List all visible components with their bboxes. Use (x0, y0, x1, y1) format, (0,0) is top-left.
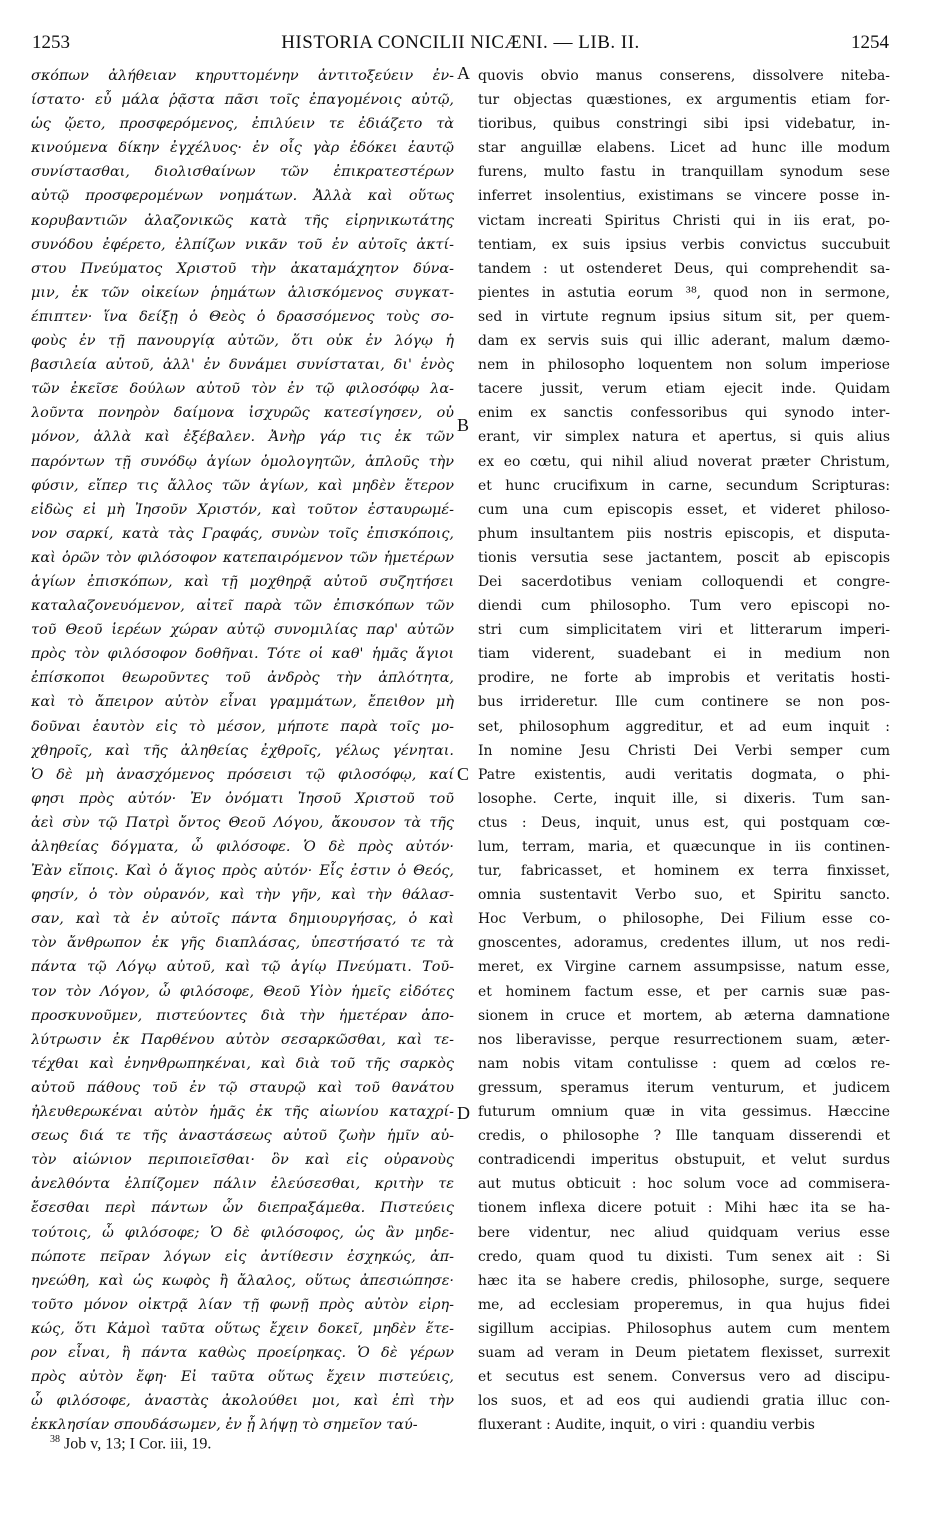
greek-text-line: έπιπτεν· ἵνα δείξῃ ὁ Θεὸς ὁ δρασσόμενος τοὺς σο- (31, 308, 454, 325)
latin-text-line: ex eo cœtu, qui nihil aliud noverat præter Christum, (478, 453, 890, 470)
section-marker-a: A (457, 63, 470, 83)
greek-text-line: καὶ τὸ ἄπειρον αὐτὸν εἶναι γραμμάτων, ἔπειθον μὴ (31, 694, 454, 711)
greek-text-line: χθηροῖς, καὶ τῆς ἀληθείας ἐχθροῖς, γέλως γένηται. (31, 742, 454, 759)
latin-text-line: sigillum accipias. Philosophus autem cum mentem (478, 1320, 890, 1337)
latin-column (478, 64, 890, 1437)
latin-text-line: contradicendi imperitus obstupuit, et velut surdus (478, 1152, 890, 1169)
greek-text-line: μιν, ἐκ τῶν οἰκείων ῥημάτων ἁλισκόμενος συγκατ- (31, 284, 454, 301)
greek-text-line: ἁγίων ἐπισκόπων, καὶ τῇ μοχθηρᾷ αὐτοῦ συζητήσει (31, 573, 454, 590)
latin-text-line: tur, fabricasset, et hominem ex terra finxisset, (478, 863, 890, 880)
greek-text-line: ὡς ᾤετο, προσφερόμενος, ἐπιλύειν τε ἐδιάζετο τὰ (31, 116, 454, 133)
latin-text-line: enim ex sanctis confessoribus qui synodo inter- (478, 405, 890, 422)
latin-text-line: set, philosophum aggreditur, et ad eum inquit : (478, 718, 890, 735)
greek-text-line: λοῦντα πονηρὸν δαίμονα ἰσχυρῶς κατεσίγησεν, οὐ (31, 405, 454, 422)
greek-text-line: ὦ φιλόσοφε, ἀναστὰς ἀκολούθει μοι, καὶ ἐπὶ τὴν (31, 1393, 454, 1410)
latin-text-line: futurum omnium quæ in vita gessimus. Hæccine (478, 1104, 890, 1121)
latin-text-line: tacere jussit, verum etiam ejecit inde. Quidam (478, 381, 890, 398)
greek-text-line: παρόντων τῇ συνόδῳ ἁγίων ὁμολογητῶν, ἁπλοῦς τὴν (31, 453, 454, 470)
greek-text-line: ἀληθείας δόγματα, ὦ φιλόσοφε. Ὁ δὲ πρὸς αὐτόν· (31, 839, 454, 855)
latin-text-line: et secutus est senem. Conversus vero ad discipu- (478, 1369, 890, 1386)
greek-text-line: τοῦ Θεοῦ ἱερέων χώραν αὐτῷ συνομιλίας παρ' αὐτῶν (31, 622, 454, 639)
footnote (50, 1434, 211, 1453)
greek-text-line: φοὺς ἐν τῇ πανουργίᾳ αὐτῶν, ὅτι οὐκ ἐν λόγῳ ἡ (31, 333, 454, 350)
greek-text-line: μόνον, ἀλλὰ καὶ ἐξέβαλεν. Ἀνὴρ γάρ τις ἐκ τῶν (31, 429, 454, 446)
greek-text-line: κώς, ὅτι Κἀμοὶ ταῦτα οὕτως ἔχειν δοκεῖ, μηδὲν ἕτε- (31, 1320, 454, 1337)
latin-text-line: gnoscentes, adoramus, credentes illum, ut nos redi- (478, 935, 890, 952)
latin-text-line: losophe. Certe, inquit ille, si dixeris. Tum san- (478, 790, 890, 807)
greek-text-line: τὸν αἰώνιον περιποιεῖσθαι· ὃν καὶ εἰς οὐρανοὺς (31, 1152, 454, 1169)
greek-text-line: συνίστασθαι, διολισθαίνων τῶν ἐπικρατεστέρων (31, 164, 454, 181)
footnote-text: Job v, 13; I Cor. iii, 19. (64, 1435, 212, 1453)
right-page-number: 1254 (851, 32, 889, 53)
latin-text-line: phum insultantem piis nostris episcopis, et disputa- (478, 525, 890, 542)
latin-text-line: hæc ita se habere credis, philosophe, surge, sequere (478, 1272, 890, 1289)
latin-text-line: pientes in astutia eorum ³⁸, quod non in sermone, (478, 284, 890, 301)
latin-text-line: Patre existentis, audi veritatis dogmata, o phi- (478, 766, 890, 783)
latin-text-line: tur objectas quæstiones, ex argumentis etiam for- (478, 92, 890, 109)
latin-text-line: suam ad veram in Deum pietatem flexisset, surrexit (478, 1344, 890, 1361)
latin-text-line: credis, o philosophe ? Ille tanquam disserendi et (478, 1128, 890, 1145)
latin-text-line: victam increati Spiritus Christi qui in iis erat, po- (478, 212, 890, 229)
greek-text-line: τὸν ἄνθρωπον ἐκ γῆς διαπλάσας, ὑπεστήσατό τε τὰ (31, 935, 454, 952)
greek-text-line: νον σαρκί, κατὰ τὰς Γραφάς, συνὼν τοῖς ἐπισκόποις, (31, 525, 454, 542)
running-header (32, 32, 889, 54)
latin-text-line: dam ex servis suis qui illic aderant, malum dæmo- (478, 333, 890, 350)
latin-text-line: furens, multo fastu in tranquillam synodum sese (478, 164, 890, 181)
section-marker-b: B (457, 415, 470, 435)
latin-text-line: sionem in cruce et mortem, ab æterna damnatione (478, 1007, 890, 1024)
latin-text-line: omnia sustentavit Verbo suo, et Spiritu sancto. (478, 887, 890, 904)
latin-text-line: me, ad ecclesiam properemus, in qua hujus fidei (478, 1296, 890, 1313)
greek-text-line: λύτρωσιν ἐκ Παρθένου αὐτὸν σεσαρκῶσθαι, καὶ τε- (31, 1031, 454, 1048)
greek-text-line: πάντα τῷ Λόγῳ αὐτοῦ, καὶ τῷ ἁγίῳ Πνεύματι. Τοῦ- (31, 959, 454, 976)
greek-text-line: Ὁ δὲ μὴ ἀνασχόμενος πρόσεισι τῷ φιλοσόφῳ, καί (31, 766, 454, 783)
greek-text-line: ρον εἶναι, ἢ πάντα καθὼς προείρηκας. Ὁ δὲ γέρων (31, 1344, 454, 1361)
latin-text-line: prodire, ne forte ab improbis et veritatis hosti- (478, 670, 890, 687)
greek-text-line: κινούμενα δίκην ἐγχέλυος· ἐν οἷς γὰρ ἐδόκει ἑαυτῷ (31, 140, 454, 157)
greek-text-line: φύσιν, εἴπερ τις ἄλλος τῶν ἁγίων, καὶ μηδὲν ἕτερον (31, 477, 454, 494)
greek-text-line: Ἐὰν εἴποις. Καὶ ὁ ἅγιος πρὸς αὐτόν· Εἷς ἐστιν ὁ Θεός, (31, 863, 454, 880)
latin-text-line: bus irrideretur. Ille cum continere se non pos- (478, 694, 890, 711)
latin-text-line: tionem inflexa dicere potuit : Mihi hæc ita se ha- (478, 1200, 890, 1217)
latin-text-line: tionis versutia sese jactantem, poscit ab episcopis (478, 549, 890, 566)
greek-text-line: δοῦναι ἑαυτὸν εἰς τὸ μέσον, μήποτε παρὰ τοῖς μο- (31, 718, 454, 735)
greek-text-line: συνόδου ἐφέρετο, ἐλπίζων νικᾶν τοῦ ἐν αὐτοῖς ἀκτί- (31, 236, 454, 253)
greek-text-line: σαν, καὶ τὰ ἐν αὐτοῖς πάντα δημιουργήσας, ὁ καὶ (31, 911, 454, 928)
latin-text-line: nem in philosopho loquentem non solum imperiose (478, 357, 890, 374)
greek-text-line: πρὸς τὸν φιλόσοφον δοθῆναι. Τότε οἱ καθ' ἡμᾶς ἅγιοι (31, 646, 454, 663)
latin-text-line: diendi cum philosopho. Tum vero episcopi no- (478, 598, 890, 615)
greek-text-line: καταλαζονευόμενον, αἰτεῖ παρὰ τῶν ἐπισκόπων τῶν (31, 598, 454, 615)
greek-text-line: ἐκκλησίαν σπουδάσωμεν, ἐν ᾗ λήψῃ τὸ σημεῖον ταύ- (31, 1417, 418, 1434)
greek-text-line: τῶν ἐκεῖσε δούλων αὐτοῦ τὸν ἐν τῷ φιλοσόφῳ λα- (31, 381, 454, 398)
latin-text-line: tentiam, ex suis ipsius verbis convictus succubuit (478, 236, 890, 253)
greek-text-line: ἀεὶ σὺν τῷ Πατρὶ ὄντος Θεοῦ Λόγου, ἄκουσον τὰ τῆς (31, 814, 454, 831)
latin-text-line: aut mutus obticuit : hoc solum voce ad commisera- (478, 1176, 890, 1193)
greek-text-line: αὐτῷ προσφερομένων νοημάτων. Ἀλλὰ καὶ οὕτως (31, 188, 454, 205)
latin-text-line: gressum, speramus iterum venturum, et judicem (478, 1079, 890, 1096)
latin-text-line: tioribus, quibus constringi sibi ipsi videbatur, in- (478, 116, 890, 133)
greek-text-line: προσκυνοῦμεν, πιστεύοντες διὰ τὴν ἡμετέραν ἀπο- (31, 1007, 454, 1024)
greek-text-line: εἰδὼς εἰ μὴ Ἰησοῦν Χριστόν, καὶ τοῦτον ἐσταυρωμέ- (31, 501, 454, 518)
greek-text-line: τοῦτο μόνον οἰκτρᾷ λίαν τῇ φωνῇ πρὸς αὐτὸν εἰρη- (31, 1296, 454, 1313)
latin-text-line: credo, quam quod tu dixisti. Tum senex ait : Si (478, 1248, 890, 1265)
greek-text-line: καὶ ὁρῶν τὸν φιλόσοφον κατεπαιρόμενον τῶν ἡμετέρων (31, 549, 454, 566)
latin-text-line: cum una cum episcopis esset, et videret philoso- (478, 501, 890, 518)
latin-text-line: los suos, et ad eos qui audiendi gratia illuc con- (478, 1393, 890, 1410)
greek-text-line: τούτοις, ὦ φιλόσοφε; Ὁ δὲ φιλόσοφος, ὡς ἂν μηδε- (31, 1224, 454, 1241)
greek-text-line: βασιλεία αὐτοῦ, ἀλλ' ἐν δυνάμει συνίσταται, δι' ἑνὸς (31, 357, 454, 374)
latin-text-line: tiam viderent, suadebant ei in medium non (478, 646, 890, 663)
latin-text-line: stri cum simplicitatem viri et litterarum imperi- (478, 622, 890, 639)
greek-text-line: ηνεώθη, καὶ ὡς κωφὸς ἢ ἄλαλος, οὕτως ἀπεσιώπησε· (31, 1272, 454, 1289)
latin-text-line: sed in virtute regnum ipsius situm sit, per quem- (478, 308, 890, 325)
latin-text-line: nam nobis vitam contulisse : quem ad cœlos re- (478, 1055, 890, 1072)
footnote-number: 38 (50, 1434, 60, 1445)
greek-text-line: αὐτοῦ πάθους τοῦ ἐν τῷ σταυρῷ καὶ τοῦ θανάτου (31, 1079, 454, 1096)
greek-text-line: στου Πνεύματος Χριστοῦ τὴν ἀκαταμάχητον δύνα- (31, 260, 454, 277)
greek-text-line: ἐπίσκοποι θεωροῦντες τοῦ ἀνδρὸς τὴν ἁπλότητα, (31, 670, 454, 687)
greek-text-line: ἔσεσθαι περὶ πάντων ὧν διεπραξάμεθα. Πιστεύεις (31, 1200, 454, 1217)
latin-text-line: nos liberavisse, perque resurrectionem suam, æter- (478, 1031, 890, 1048)
greek-text-line: φησι πρὸς αὐτόν· Ἐν ὀνόματι Ἰησοῦ Χριστοῦ τοῦ (31, 790, 454, 807)
latin-text-line: et hominem factum esse, et per carnis suæ pas- (478, 983, 890, 1000)
latin-text-line: ctus : Deus, inquit, unus est, qui postquam cœ- (478, 814, 890, 831)
latin-text-line: tandem : ut ostenderet Deus, qui comprehendit sa- (478, 260, 890, 277)
greek-text-line: ἀνελθόντα ἐλπίζομεν πάλιν ἐλεύσεσθαι, κριτὴν τε (31, 1176, 454, 1193)
greek-text-line: τον τὸν Λόγον, ὦ φιλόσοφε, Θεοῦ Υἱὸν ἡμεῖς εἰδότες (31, 983, 454, 1000)
latin-text-line: lum, terram, maria, et quæcunque in iis continen- (478, 839, 890, 855)
greek-text-line: ίστατο· εὖ μάλα ῥᾷστα πᾶσι τοῖς ἐπαγομένοις αὐτῷ, (31, 92, 454, 109)
latin-text-line: Hoc Verbum, o philosophe, Dei Filium esse co- (478, 911, 890, 928)
latin-text-line: star anguillæ elabens. Licet ad hunc ille modum (478, 140, 890, 157)
latin-text-line: quovis obvio manus conserens, dissolvere niteba- (478, 68, 890, 84)
latin-text-line: inferret insolentius, existimans se vincere posse in- (478, 188, 890, 205)
section-marker-c: C (457, 764, 470, 784)
latin-text-line: In nomine Jesu Christi Dei Verbi semper cum (478, 742, 890, 759)
greek-text-line: πρὸς αὐτὸν ἔφη· Εἰ ταῦτα οὕτως ἔχειν πιστεύεις, (31, 1369, 454, 1386)
greek-text-line: κορυβαντιῶν ἀλαζονικῶς κατὰ τῆς εἰρηνικωτάτης (31, 212, 454, 229)
latin-text-line: meret, ex Virgine carnem assumpsisse, natum esse, (478, 959, 890, 976)
latin-text-line: et hunc crucifixum in carne, secundum Scripturas: (478, 477, 890, 494)
greek-text-line: σεως διά τε τῆς ἀναστάσεως αὐτοῦ ζωὴν ἡμῖν αὐ- (31, 1128, 454, 1145)
greek-text-line: σκόπων ἀλήθειαν κηρυττομένην ἀντιτοξεύειν ἐν- (31, 68, 454, 84)
latin-text-line: bere videntur, nec aliud quidquam verius esse (478, 1224, 890, 1241)
running-title: HISTORIA CONCILII NICÆNI. — LIB. II. (281, 32, 640, 53)
greek-text-line: πώποτε πεῖραν λόγων εἰς ἀντίθεσιν ἐσχηκώς, ἀπ- (31, 1248, 454, 1265)
latin-text-line: Dei sacerdotibus veniam colloquendi et congre- (478, 573, 890, 590)
left-page-number: 1253 (32, 32, 70, 53)
greek-text-line: τέχθαι καὶ ἐνηνθρωπηκέναι, καὶ διὰ τοῦ τῆς σαρκὸς (31, 1055, 454, 1072)
section-marker-d: D (457, 1103, 470, 1123)
greek-column (31, 64, 454, 1437)
latin-text-line: fluxerant : Audite, inquit, o viri : quandiu verbis (478, 1417, 815, 1434)
greek-text-line: ἠλευθερωκέναι αὐτὸν ἡμᾶς ἐκ τῆς αἰωνίου καταχρί- (31, 1104, 454, 1121)
greek-text-line: φησίν, ὁ τὸν οὐρανόν, καὶ τὴν γῆν, καὶ τὴν θάλασ- (31, 887, 454, 904)
latin-text-line: erant, vir simplex natura et apertus, si quis alius (478, 429, 890, 446)
